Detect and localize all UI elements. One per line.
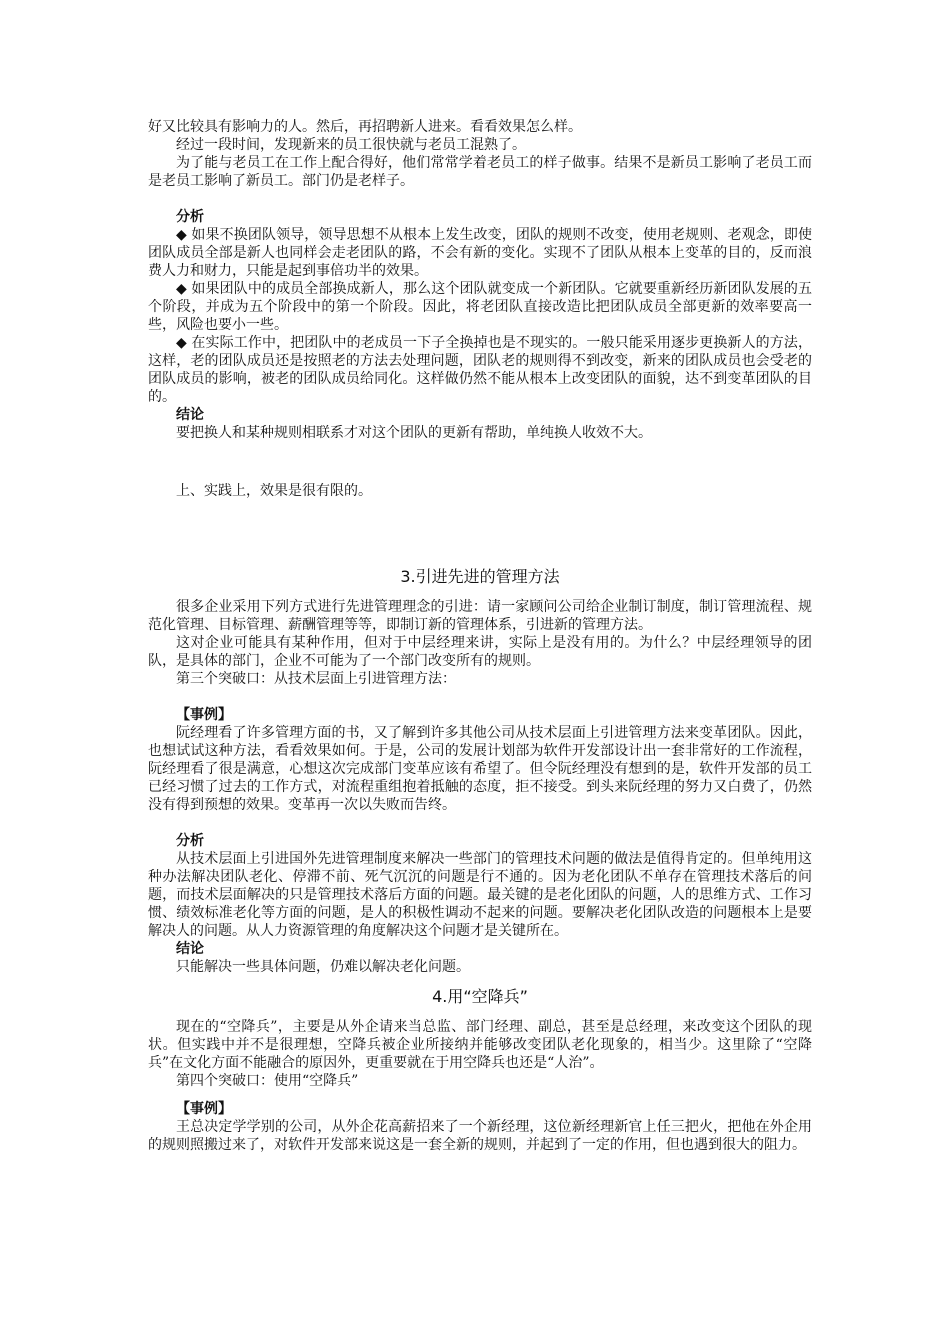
section-4-case-label: 【事例】 — [176, 1101, 232, 1117]
section-4-case-text: 王总决定学学别的公司，从外企花高薪招来了一个新经理，这位新经理新官上任三把火，把他在外企用的规则照搬过来了，对软件开发部来说这是一套全新的规则，并起到了一定的作用，但也遇到很大的阻力。 — [148, 1119, 812, 1153]
section-3-paragraph-3: 第三个突破口：从技术层面上引进管理方法： — [176, 671, 456, 687]
conclusion-label: 结论 — [176, 407, 204, 423]
analysis-bullet-1: ◆ 如果不换团队领导，领导思想不从根本上发生改变，团队的规则不改变，使用老规则、老观念，即使团队成员全部是新人也同样会走老团队的路，不会有新的变化。实现不了团队从根本上变革的目的，反而浪费人力和财力，只能是起到事倍功半的效果。 — [148, 227, 812, 279]
analysis-label: 分析 — [176, 209, 204, 225]
document-page — [148, 118, 812, 1154]
intro-paragraph-3: 为了能与老员工在工作上配合得好，他们常常学着老员工的样子做事。结果不是新员工影响了老员工而是老员工影响了新员工。部门仍是老样子。 — [148, 155, 812, 189]
section-3-analysis-label: 分析 — [176, 833, 204, 849]
section-3-paragraph-1: 很多企业采用下列方式进行先进管理理念的引进：请一家顾问公司给企业制订制度，制订管理流程、规范化管理、目标管理、薪酬管理等等，即制订新的管理体系，引进新的管理方法。 — [148, 599, 812, 633]
section-3-paragraph-2: 这对企业可能具有某种作用，但对于中层经理来讲，实际上是没有用的。为什么？中层经理领导的团队，是具体的部门，企业不可能为了一个部门改变所有的规则。 — [148, 635, 812, 669]
section-3-conclusion-label: 结论 — [176, 941, 204, 957]
section-4-paragraph-1: 现在的“空降兵”，主要是从外企请来当总监、部门经理、副总，甚至是总经理，来改变这个团队的现状。但实践中并不是很理想，空降兵被企业所接纳并能够改变团队老化现象的，相当少。这里除了“空降兵”在文化方面不能融合的原因外，更重要就在于用空降兵也还是“人治”。 — [148, 1019, 812, 1071]
section-3-conclusion-text: 只能解决一些具体问题，仍难以解决老化问题。 — [176, 959, 470, 975]
conclusion-text: 要把换人和某种规则相联系才对这个团队的更新有帮助，单纯换人收效不大。 — [176, 425, 652, 441]
section-3-case-label: 【事例】 — [176, 707, 232, 723]
stray-text: 上、实践上，效果是很有限的。 — [176, 483, 372, 499]
section-4-title: 4.用“空降兵” — [432, 987, 528, 1006]
analysis-bullet-2: ◆ 如果团队中的成员全部换成新人，那么这个团队就变成一个新团队。它就要重新经历新团队发展的五个阶段，并成为五个阶段中的第一个阶段。因此，将老团队直接改造比把团队成员全部更新的效率要高一些，风险也要小一些。 — [148, 281, 812, 333]
section-3-analysis-text: 从技术层面上引进国外先进管理制度来解决一些部门的管理技术问题的做法是值得肯定的。但单纯用这种办法解决团队老化、停滞不前、死气沉沉的问题是行不通的。因为老化团队不单存在管理技术落后的问题，而技术层面解决的只是管理技术落后方面的问题。最关键的是老化团队的问题，人的思维方式、工作习惯、绩效标准老化等方面的问题，是人的积极性调动不起来的问题。要解决老化团队改造的问题根本上是要解决人的问题。从人力资源管理的角度解决这个问题才是关键所在。 — [148, 851, 812, 939]
section-3-title: 3.引进先进的管理方法 — [400, 567, 560, 586]
intro-paragraph-2: 经过一段时间，发现新来的员工很快就与老员工混熟了。 — [176, 137, 526, 153]
section-3-case-text: 阮经理看了许多管理方面的书，又了解到许多其他公司从技术层面上引进管理方法来变革团队。因此，也想试试这种方法，看看效果如何。于是，公司的发展计划部为软件开发部设计出一套非常好的工作流程，阮经理看了很是满意，心想这次完成部门变革应该有希望了。但令阮经理没有想到的是，软件开发部的员工已经习惯了过去的工作方式，对流程重组抱着抵触的态度，拒不接受。到头来阮经理的努力又白费了，仍然没有得到预想的效果。变革再一次以失败而告终。 — [148, 725, 812, 813]
analysis-bullet-3: ◆ 在实际工作中，把团队中的老成员一下子全换掉也是不现实的。一般只能采用逐步更换新人的方法，这样，老的团队成员还是按照老的方法去处理问题，团队老的规则得不到改变，新来的团队成员也会受老的团队成员的影响，被老的团队成员给同化。这样做仍然不能从根本上改变团队的面貌，达不到变革团队的目的。 — [148, 335, 812, 405]
section-4-paragraph-2: 第四个突破口：使用“空降兵” — [176, 1073, 359, 1089]
intro-paragraph-1: 好又比较具有影响力的人。然后，再招聘新人进来。看看效果怎么样。 — [148, 119, 582, 135]
